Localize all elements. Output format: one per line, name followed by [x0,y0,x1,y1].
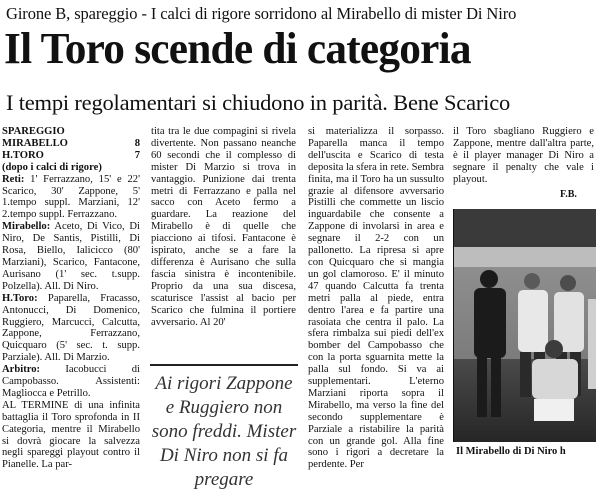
pullquote: Ai rigori Zappone e Ruggiero non sono freddi. Mister Di Niro non si fa pregare [151,373,297,490]
subhead: I tempi regolamentari si chiudono in parità. Bene Scarico [6,90,511,115]
column-1 [2,126,140,492]
htoro-label: H.Toro: [2,292,38,304]
mirabello-text: Aceto, Di Vico, Di Niro, De Santis, Pistilli, Di Rosa, Biello, Ialicicco (80' Marziani), Scarico, Fantacone, Aurisano (1' sec. t.supp. Polzella). All. Di Niro. [2,221,140,292]
team2-name: H.TORO [2,149,44,161]
arbitro-text: Iacobucci di Campobasso. Assistenti: Magliocca e Petrillo. [2,364,140,399]
team1-name: MIRABELLO [2,137,68,149]
kicker: Girone B, spareggio - I calci di rigore sorridono al Mirabello di mister Di Niro [6,4,517,23]
htoro-lineup [2,293,140,364]
column-2 [151,126,296,348]
team1-score: 8 [134,137,140,149]
team-photo [453,209,596,442]
mirabello-label: Mirabello: [2,221,51,233]
result-row-mirabello [2,138,140,150]
author-initials: F.B. [560,189,577,200]
body-paragraph-4: il Toro sbagliano Ruggiero e Zappone, mentre dall'altra parte, è il player manager Di Niro a segnare il penalty che vale i playout. [453,126,594,185]
team-photo-illustration [454,209,596,442]
arbitro-label: Arbitro: [2,364,41,376]
reti-label: Reti: [2,173,25,185]
body-paragraph-1: AL TERMINE di una infinita battaglia il Toro sprofonda in II Categoria, mentre il Mirabello si dovrà giocare la salvezza negli spareggi playout contro il Pianelle. La par- [2,399,140,471]
column-3 [308,126,444,492]
result-row-htoro [2,150,140,162]
team2-score: 7 [134,149,140,161]
reti-paragraph [2,174,140,222]
headline: Il Toro scende di categoria [4,24,471,73]
result-label: SPAREGGIO [2,126,65,137]
result-note: (dopo i calci di rigore) [2,161,102,173]
body-paragraph-3: si materializza il sorpasso. Paparella manca il tempo dell'uscita e Scarico di testa deposita la sfera in rete. Sembra finita, ma il Toro ha un sussulto grazie al difensore avversario Pistilli che commette un liscio inguardabile che consente a Zappone di involarsi in area e segnare il 2-2 con un pallonetto. La ripresa si apre con Quicquaro che si mangia un gol clamoroso. E' il minuto 47 quando Calcutta fa trenta metri palla al piede, entra dentro l'area e fa partire una rasoiata che centra il palo. La sfera rimbalza sui piedi dell'ex bomber del Campobasso che con la porta sguarnita mette la palla sul fondo. Si va ai supplementari. L'eterno Marziani riporta sopra il Mirabello, ma verso la fine del secondo supplementare è Parziale a ristabilire la parità con un grande gol. Alla fine sono i rigori a decretare la perdente. Per [308,126,444,471]
pullquote-divider [150,364,298,366]
photo-caption: Il Mirabello di Di Niro h [456,446,566,457]
body-paragraph-2: tita tra le due compagini si rivela divertente. Non passano neanche 60 secondi che il complesso di mister Di Marzio si trova in vantaggio. Punizione dai trenta metri di Ferrazzano e palla nel sacco con Aceto fermo a guardare. La reazione del Mirabello è di quelle che piacciono ai tifosi. Fantacone è ispirato, anche se a fare la differenza è Aurisano che sulla fascia sinistra è incontenibile. Proprio da una sua discesa, scaturisce l'assist al bacio per Scarico che fulmina il portiere avversario. Al 20' [151,126,296,328]
reti-text: 1' Ferrazzano, 15' e 22' Scarico, 30' Zappone, 5' 1.tempo suppl. Marziani, 12' 2.tempo suppl. Ferrazzano. [2,173,140,221]
mirabello-lineup [2,221,140,292]
arbitro-paragraph [2,364,140,400]
htoro-text: Paparella, Fracasso, Antonucci, Di Domenico, Ruggiero, Marcucci, Calcutta, Zappone, Ferrazzano, Quicquaro (5' sec. t. supp. Parziale). All. Di Marzio. [2,292,140,364]
result-box [2,126,140,174]
